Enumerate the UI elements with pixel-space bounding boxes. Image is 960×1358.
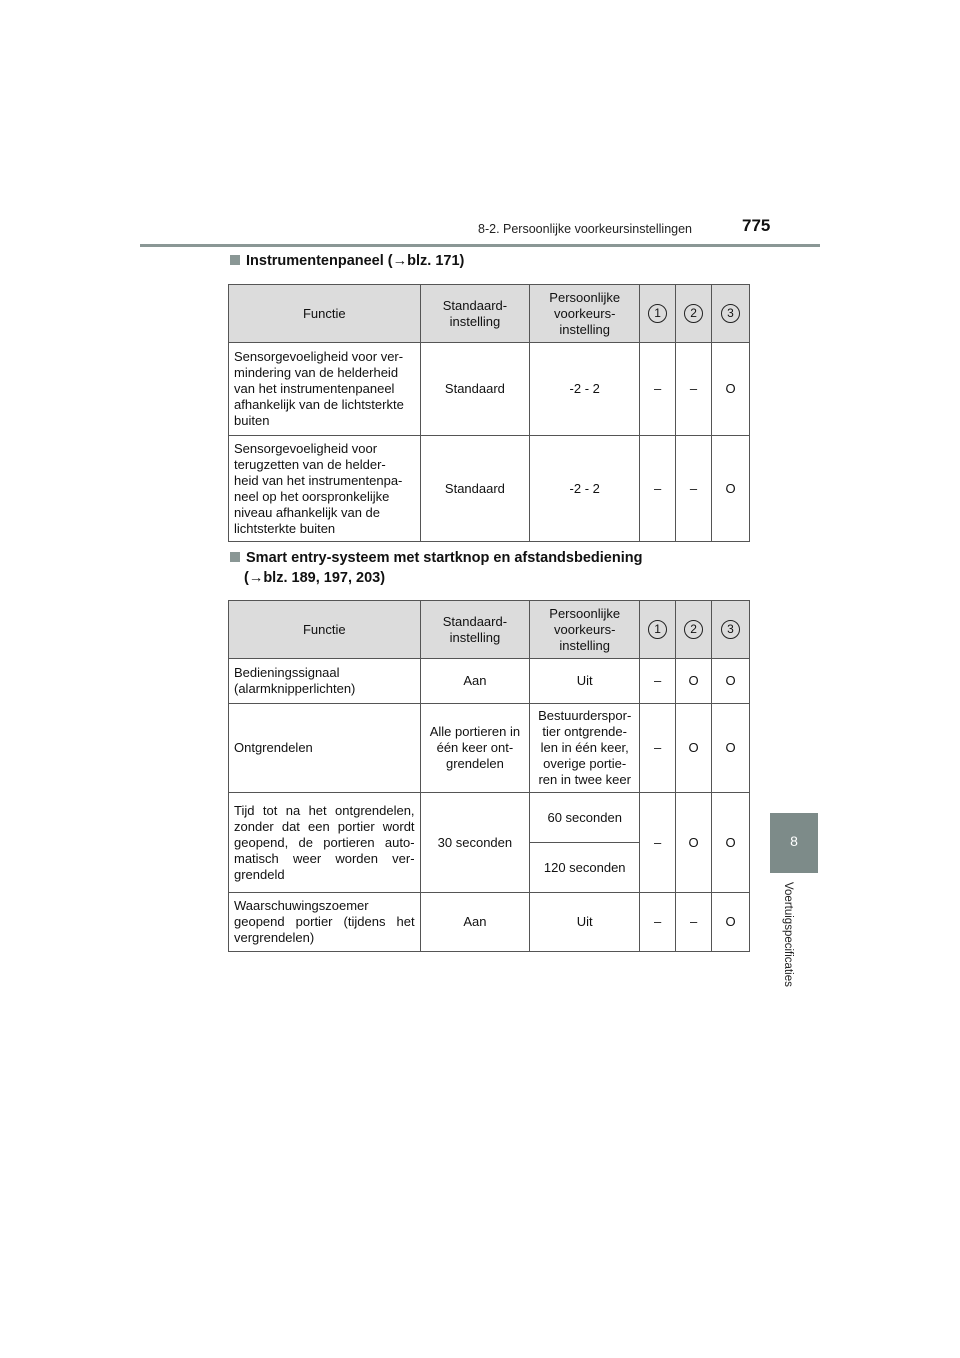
instrumentenpaneel-table [228, 284, 750, 542]
circled-number-2-icon: 2 [684, 304, 703, 323]
page-number: 775 [742, 216, 771, 235]
cell-functie: Sensorgevoeligheid voor terugzetten van de helder- heid van het instrumentenpa- neel op het oorspronkelijke niveau afhankelijk van de lichtsterkte buiten [229, 436, 421, 542]
col-header-standaard: Standaard- instelling [420, 601, 530, 659]
section-title-smart-entry [230, 550, 643, 586]
section-bullet-icon [230, 255, 240, 265]
cell-persoonlijk: Bestuurderspor- tier ontgrende- len in één keer, overige portie- ren in twee keer [530, 704, 640, 793]
col-header-1 [640, 285, 676, 343]
cell-c2: – [676, 436, 712, 542]
circled-number-3-icon: 3 [721, 620, 740, 639]
section-bullet-icon [230, 552, 240, 562]
section-title-line2: (→blz. 189, 197, 203) [244, 570, 386, 586]
cell-c3: O [712, 704, 750, 793]
cell-standaard: Aan [420, 659, 530, 704]
col-header-1 [640, 601, 676, 659]
table-header-row [229, 601, 750, 659]
section-title-line1: Smart entry-systeem met startknop en afstandsbediening [246, 550, 643, 566]
cell-functie: Sensorgevoeligheid voor ver- mindering van de helderheid van het instrumentenpaneel afhankelijk van de lichtsterkte buiten [229, 343, 421, 436]
circled-number-3-icon: 3 [721, 304, 740, 323]
cell-c1: – [640, 893, 676, 952]
cell-persoonlijk: -2 - 2 [530, 436, 640, 542]
cell-functie: Ontgrendelen [229, 704, 421, 793]
table-header-row [229, 285, 750, 343]
cell-c2: O [676, 704, 712, 793]
cell-c1: – [640, 436, 676, 542]
col-header-3 [712, 285, 750, 343]
cell-c1: – [640, 793, 676, 893]
cell-c2: O [676, 793, 712, 893]
circled-number-1-icon: 1 [648, 304, 667, 323]
header-section-title: 8-2. Persoonlijke voorkeursinstellingen [478, 222, 693, 236]
cell-functie: Bedieningssignaal (alarmknipperlichten) [229, 659, 421, 704]
cell-standaard: Aan [420, 893, 530, 952]
cell-c2: – [676, 343, 712, 436]
cell-c2: O [676, 659, 712, 704]
cell-c1: – [640, 704, 676, 793]
table-row [229, 436, 750, 542]
cell-persoonlijk: Uit [530, 893, 640, 952]
cell-persoonlijk: Uit [530, 659, 640, 704]
cell-c3: O [712, 793, 750, 893]
section-title-text: Instrumentenpaneel (→blz. 171) [246, 253, 465, 269]
cell-c3: O [712, 893, 750, 952]
cell-functie: Tijd tot na het ontgrendelen, zonder dat een portier wordt geopend, de portieren auto-matisch weer worden ver-grendeld [229, 793, 421, 893]
col-header-persoonlijk: Persoonlijke voorkeurs- instelling [530, 285, 640, 343]
chapter-label: Voertuigspecificaties [782, 882, 794, 987]
table-row [229, 704, 750, 793]
table-row [229, 893, 750, 952]
cell-persoonlijk: -2 - 2 [530, 343, 640, 436]
col-header-standaard: Standaard- instelling [420, 285, 530, 343]
circled-number-1-icon: 1 [648, 620, 667, 639]
circled-number-2-icon: 2 [684, 620, 703, 639]
cell-c1: – [640, 343, 676, 436]
cell-persoonlijk-option-b: 120 seconden [530, 843, 640, 893]
section-title-instrumentenpaneel [230, 253, 464, 269]
cell-c3: O [712, 659, 750, 704]
cell-standaard: 30 seconden [420, 793, 530, 893]
col-header-2 [676, 285, 712, 343]
table-row [229, 343, 750, 436]
cell-c2: – [676, 893, 712, 952]
chapter-number: 8 [790, 833, 798, 849]
col-header-2 [676, 601, 712, 659]
col-header-functie: Functie [229, 285, 421, 343]
cell-functie: Waarschuwingszoemer geopend portier (tijdens het vergrendelen) [229, 893, 421, 952]
chapter-tab [770, 813, 818, 873]
col-header-functie: Functie [229, 601, 421, 659]
table-row [229, 659, 750, 704]
col-header-3 [712, 601, 750, 659]
cell-standaard: Standaard [420, 343, 530, 436]
cell-persoonlijk-option-a: 60 seconden [530, 793, 640, 843]
header-rule [140, 244, 820, 247]
col-header-persoonlijk: Persoonlijke voorkeurs- instelling [530, 601, 640, 659]
cell-standaard: Alle portieren in één keer ont- grendelen [420, 704, 530, 793]
table-row [229, 793, 750, 843]
smart-entry-table [228, 600, 750, 952]
cell-c3: O [712, 343, 750, 436]
cell-c1: – [640, 659, 676, 704]
cell-standaard: Standaard [420, 436, 530, 542]
cell-c3: O [712, 436, 750, 542]
